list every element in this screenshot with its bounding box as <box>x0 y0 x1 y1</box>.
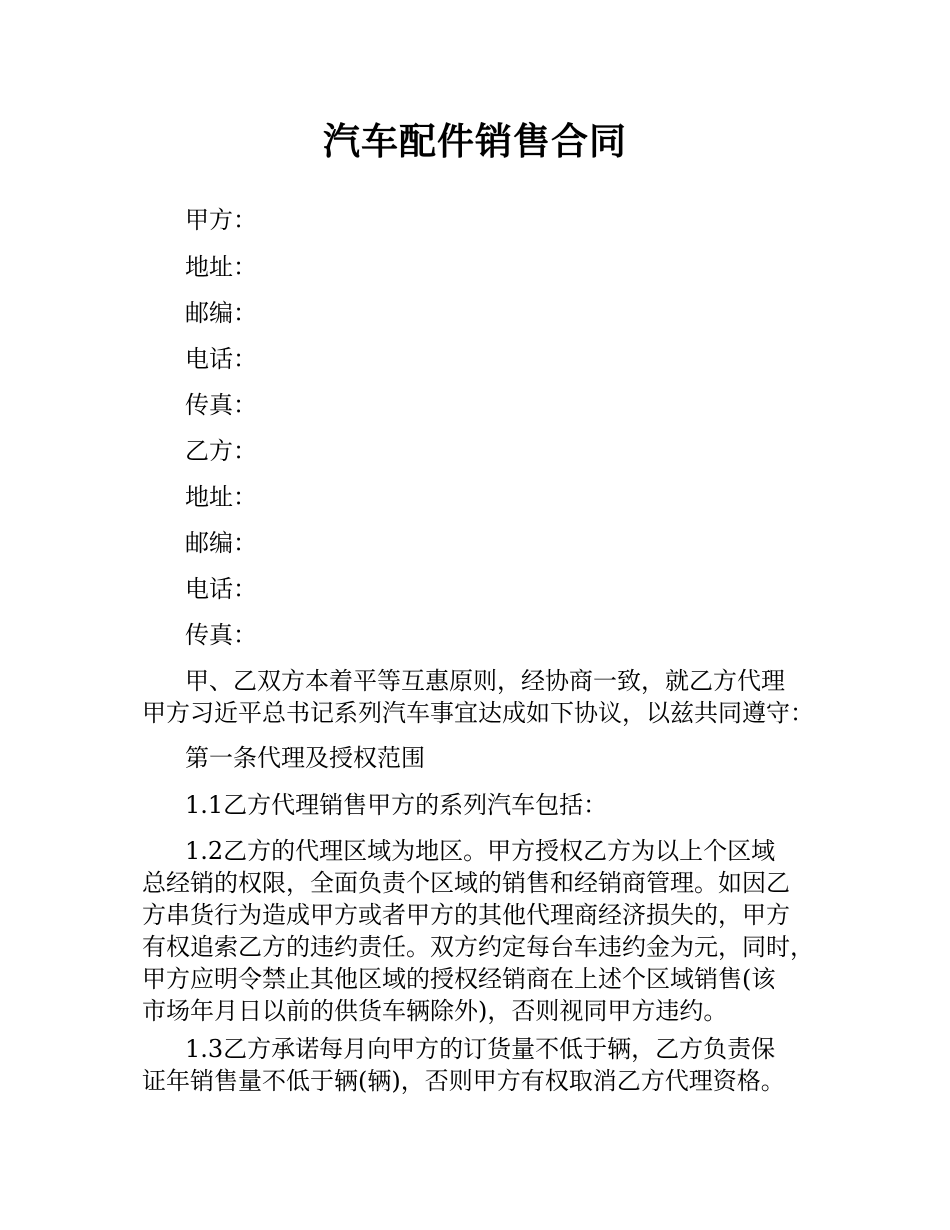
article-1-heading: 第一条代理及授权范围 <box>185 744 425 772</box>
clause-1-2-line: 总经销的权限，全面负责个区域的销售和经销商管理。如因乙 <box>142 869 790 897</box>
preamble-paragraph <box>142 665 832 729</box>
party-a-label: 甲方： <box>185 206 257 234</box>
party-a-address-label: 地址： <box>185 253 257 281</box>
clause-1-3-line: 证年销售量不低于辆(辆)，否则甲方有权取消乙方代理资格。 <box>142 1067 785 1095</box>
party-b-phone-label: 电话： <box>185 575 257 603</box>
clause-1-3-paragraph <box>142 1033 832 1097</box>
party-a-fax-label: 传真： <box>185 391 257 419</box>
preamble-line: 甲方习近平总书记系列汽车事宜达成如下协议，以兹共同遵守： <box>142 699 814 727</box>
party-b-fax-label: 传真： <box>185 621 257 649</box>
clause-1-3-line: 1.3乙方承诺每月向甲方的订货量不低于辆，乙方负责保 <box>185 1035 776 1063</box>
clause-1-2-paragraph <box>142 835 832 1027</box>
party-b-label: 乙方： <box>185 437 257 465</box>
preamble-line: 甲、乙双方本着平等互惠原则，经协商一致，就乙方代理 <box>185 667 785 695</box>
clause-1-2-line: 市场年月日以前的供货车辆除外)，否则视同甲方违约。 <box>142 997 728 1025</box>
clause-1-1: 1.1乙方代理销售甲方的系列汽车包括： <box>185 791 608 819</box>
clause-1-2-line: 甲方应明令禁止其他区域的授权经销商在上述个区域销售(该 <box>142 965 776 993</box>
party-b-address-label: 地址： <box>185 483 257 511</box>
party-b-postcode-label: 邮编： <box>185 529 257 557</box>
party-a-phone-label: 电话： <box>185 345 257 373</box>
clause-1-2-line: 有权追索乙方的违约责任。双方约定每台车违约金为元，同时， <box>142 933 814 961</box>
clause-1-2-line: 方串货行为造成甲方或者甲方的其他代理商经济损失的，甲方 <box>142 901 790 929</box>
party-a-postcode-label: 邮编： <box>185 299 257 327</box>
document-title: 汽车配件销售合同 <box>323 120 627 163</box>
clause-1-2-line: 1.2乙方的代理区域为地区。甲方授权乙方为以上个区域 <box>185 837 776 865</box>
